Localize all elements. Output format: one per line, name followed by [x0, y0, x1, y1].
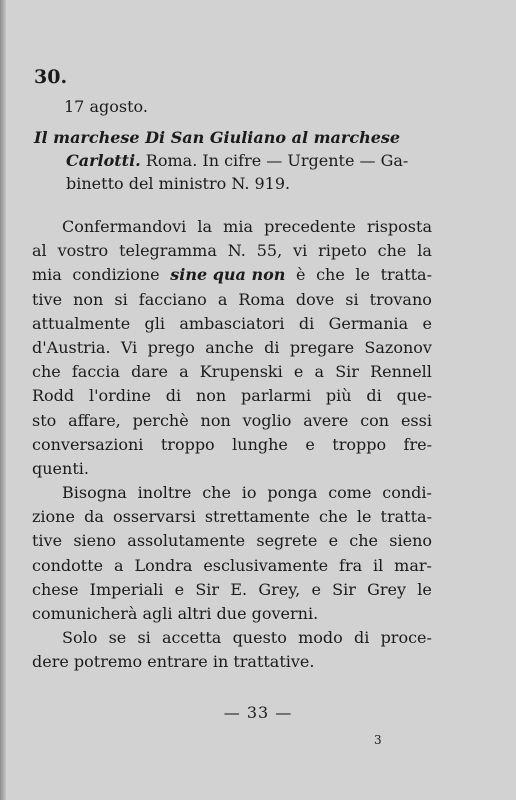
word: comunicherà agli altri due governi. — [32, 604, 319, 623]
word: dare — [131, 362, 168, 382]
word: non — [200, 410, 231, 430]
word: mia — [32, 265, 62, 285]
text-line — [32, 602, 432, 626]
word: la — [417, 241, 432, 261]
word: parlarmi — [241, 386, 312, 406]
paragraph — [32, 215, 432, 481]
word: fra — [339, 555, 363, 575]
text-line — [32, 433, 432, 457]
word: tratta- — [380, 265, 432, 285]
text-line — [32, 384, 432, 408]
word: Sir — [332, 579, 356, 599]
word: dove — [295, 289, 335, 309]
word: risposta — [366, 217, 432, 236]
word: pregare — [289, 337, 355, 357]
word: modo — [298, 628, 343, 648]
word: N. — [227, 241, 246, 261]
text-line — [32, 578, 432, 602]
text-line — [32, 529, 432, 553]
word: che — [377, 241, 407, 261]
word: precedente — [264, 217, 356, 236]
word: la — [197, 217, 213, 236]
word: non — [73, 289, 104, 309]
text-line — [32, 457, 432, 481]
word: Vi — [120, 337, 138, 357]
word: conversazioni — [32, 434, 144, 454]
word: si — [137, 628, 151, 648]
word: tive — [32, 531, 63, 551]
word: e — [293, 362, 304, 382]
word: che — [32, 362, 61, 382]
telegram-heading — [34, 126, 434, 195]
word: affare, — [68, 410, 121, 430]
word: Imperiali — [89, 579, 164, 599]
word: osservarsi — [112, 507, 196, 527]
word: non — [195, 386, 227, 406]
word: Grey — [367, 579, 407, 599]
word: fre- — [403, 434, 432, 454]
heading-line-3: binetto del ministro N. 919. — [66, 174, 291, 193]
word: che — [318, 507, 348, 527]
word: al — [32, 241, 47, 261]
word: lunghe — [232, 434, 288, 454]
word: di — [264, 337, 280, 357]
word: mar- — [394, 555, 432, 575]
word: è — [296, 265, 306, 285]
word: io — [241, 483, 257, 503]
word: Rennell — [370, 362, 432, 382]
word: proce- — [380, 628, 432, 648]
text-line — [32, 288, 432, 312]
word: se — [108, 628, 127, 648]
text-line — [32, 626, 432, 650]
word: più — [325, 386, 352, 406]
word: condi- — [382, 483, 432, 503]
word: assolutamente — [127, 531, 246, 551]
text-line — [32, 263, 432, 287]
word: Sazonov — [364, 337, 432, 357]
word: quenti. — [32, 458, 89, 478]
heading-line-1: Il marchese Di San Giuliano al marchese — [34, 128, 401, 147]
word: Bisogna — [62, 483, 127, 503]
word: le — [417, 579, 432, 599]
heading-line-2-rest: Roma. In cifre — Urgente — Ga- — [140, 151, 409, 170]
word: Germania — [328, 313, 409, 333]
heading-line-2 — [34, 149, 434, 172]
word: zione — [32, 507, 75, 527]
word: che — [202, 483, 231, 503]
word: ambasciatori — [179, 313, 285, 333]
word: esclusivamente — [203, 555, 329, 575]
word: Krupenski — [199, 362, 283, 382]
word: essi — [400, 410, 432, 430]
text-line — [32, 505, 432, 529]
word: si — [114, 289, 128, 309]
word: e — [311, 579, 321, 599]
word: ponga — [267, 483, 318, 503]
emphasis-text: sine qua non — [170, 265, 286, 285]
word: d'Austria. — [32, 337, 111, 357]
word: a — [114, 555, 124, 575]
word: troppo — [332, 434, 387, 454]
word: da — [84, 507, 104, 527]
word: accetta — [162, 628, 222, 648]
page-number: — 33 — — [223, 703, 293, 722]
word: anche — [205, 337, 254, 357]
telegram-body — [32, 215, 432, 675]
word: perchè — [132, 410, 189, 430]
text-line — [32, 336, 432, 360]
word: sto — [32, 410, 57, 430]
word: inoltre — [137, 483, 192, 503]
text-line — [32, 239, 432, 263]
word: come — [328, 483, 372, 503]
text-line — [32, 481, 432, 505]
word: condotte — [32, 555, 104, 575]
word: dere potremo entrare in trattative. — [32, 652, 315, 672]
word: di — [366, 386, 382, 406]
word: attualmente — [32, 313, 131, 333]
word: che — [349, 531, 379, 551]
word: Sir — [195, 579, 220, 599]
word: que- — [396, 386, 432, 406]
word: trovano — [369, 289, 432, 309]
word: tive — [32, 289, 63, 309]
word: si — [345, 289, 359, 309]
word: Confermandovi — [62, 217, 187, 236]
signature-mark: 3 — [374, 733, 382, 747]
word: facciano — [138, 289, 207, 309]
word: e — [328, 531, 339, 551]
word: e — [174, 579, 185, 599]
word: l'ordine — [89, 386, 151, 406]
word: E. — [230, 579, 248, 599]
word: prego — [147, 337, 195, 357]
paragraph — [32, 481, 432, 626]
document-date: 17 agosto. — [64, 97, 148, 116]
word: faccia — [71, 362, 120, 382]
word: questo — [232, 628, 287, 648]
word: troppo — [160, 434, 215, 454]
word: telegramma — [119, 241, 217, 261]
word: di — [298, 313, 315, 333]
word: mia — [223, 217, 253, 236]
word: di — [165, 386, 182, 406]
text-line — [32, 312, 432, 336]
word: tratta- — [380, 507, 432, 527]
word: vostro — [57, 241, 109, 261]
word: sieno — [73, 531, 117, 551]
word: a — [179, 362, 189, 382]
page-edge-shadow — [0, 0, 6, 800]
word: Solo — [62, 628, 98, 648]
heading-recipient: Carlotti. — [66, 151, 141, 170]
text-line — [32, 360, 432, 384]
word: e — [422, 313, 432, 333]
word: a — [314, 362, 325, 382]
word: vi — [293, 241, 308, 261]
word: 55, — [256, 241, 283, 261]
word: che — [316, 265, 345, 285]
document-number: 30. — [34, 66, 68, 88]
word: Rodd — [32, 386, 75, 406]
text-line — [32, 554, 432, 578]
word: chese — [32, 579, 79, 599]
word: voglio — [242, 410, 292, 430]
word: Londra — [134, 555, 193, 575]
word: le — [355, 265, 370, 285]
word: il — [373, 555, 384, 575]
word: Grey, — [258, 579, 301, 599]
word: a — [217, 289, 228, 309]
word: condizione — [72, 265, 160, 285]
word: ripeto — [318, 241, 367, 261]
word: Roma — [238, 289, 285, 309]
word: sieno — [389, 531, 432, 551]
text-line — [32, 650, 432, 674]
word: gli — [144, 313, 166, 333]
text-line — [32, 215, 432, 239]
word: e — [305, 434, 315, 454]
word: strettamente — [204, 507, 310, 527]
text-line — [32, 409, 432, 433]
word: di — [353, 628, 370, 648]
paragraph — [32, 626, 432, 674]
word: avere — [303, 410, 349, 430]
word: con — [360, 410, 390, 430]
word: Sir — [335, 362, 359, 382]
word: le — [356, 507, 372, 527]
word: segrete — [256, 531, 318, 551]
